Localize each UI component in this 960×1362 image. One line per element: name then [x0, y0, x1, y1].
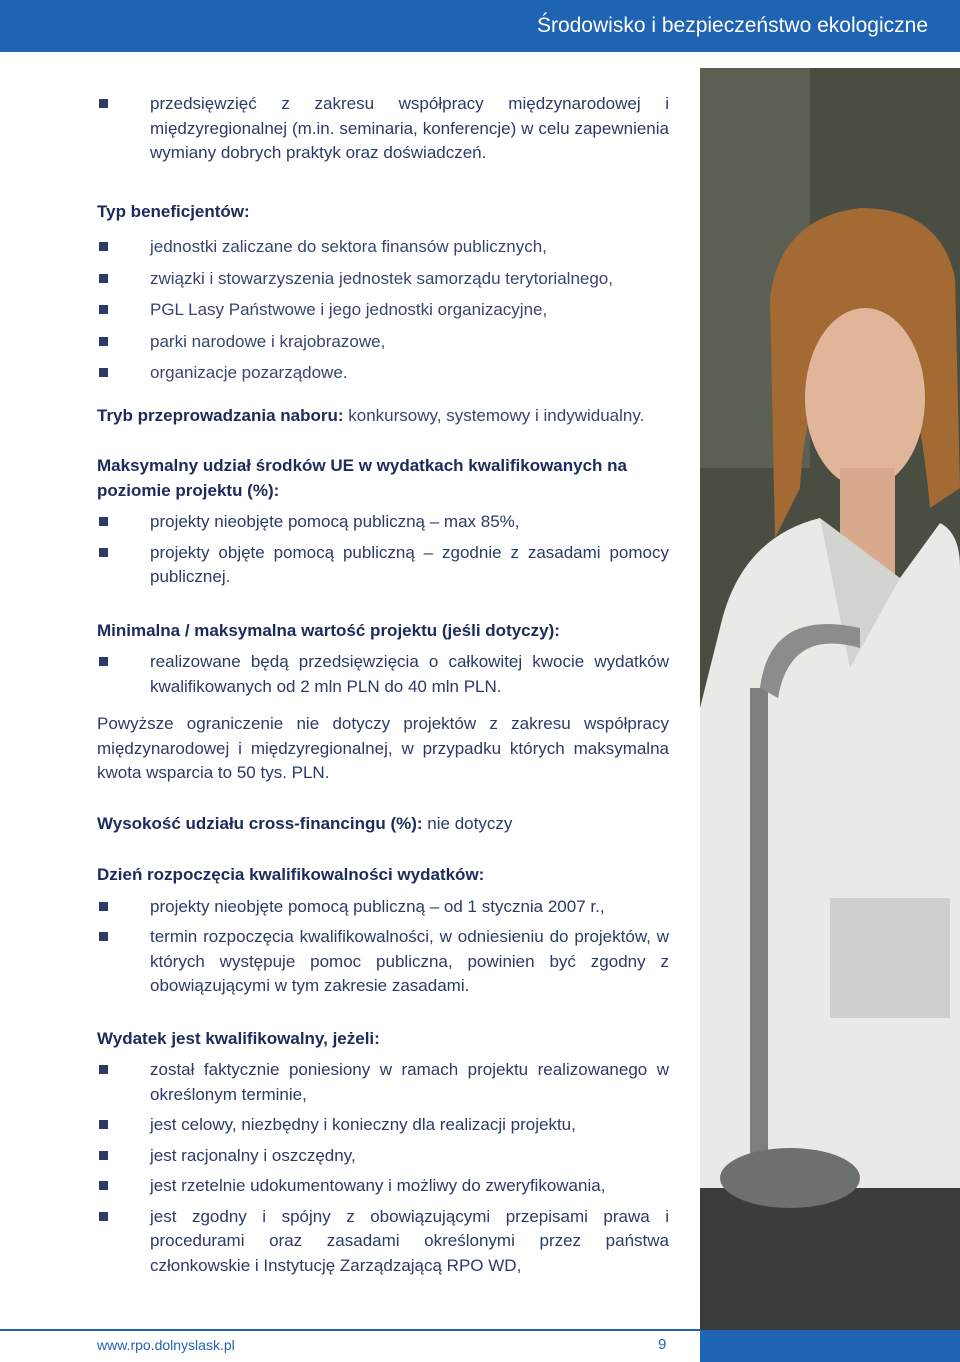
- list-item: jest zgodny i spójny z obowiązującymi przepisami prawa i procedurami oraz zasadami określonymi przez państwa członkowskie i Instytucję Zarządzającą RPO WD,: [97, 1205, 669, 1279]
- eu-share-heading: Maksymalny udział środków UE w wydatkach kwalifikowanych na poziomie projektu (%):: [97, 456, 628, 500]
- list-item: został faktycznie poniesiony w ramach projektu realizowanego w określonym terminie,: [97, 1058, 669, 1107]
- start-date-list: [97, 895, 669, 999]
- square-bullet-icon: [99, 305, 108, 314]
- eu-share-list: [97, 510, 669, 590]
- cross-financing-value: nie dotyczy: [422, 813, 513, 833]
- project-value-note: Powyższe ograniczenie nie dotyczy projektów z zakresu współpracy międzynarodowej i międzyregionalnej, w przypadku których maksymalna kwota wsparcia to 50 tys. PLN.: [97, 714, 669, 782]
- list-item: przedsięwzięć z zakresu współpracy międzynarodowej i międzyregionalnej (m.in. seminaria, konferencje) w celu zapewnienia wymiany dobrych praktyk oraz doświadczeń.: [97, 92, 669, 166]
- start-date-heading: Dzień rozpoczęcia kwalifikowalności wydatków:: [97, 865, 485, 884]
- header-title: Środowisko i bezpieczeństwo ekologiczne: [536, 14, 928, 37]
- list-item: PGL Lasy Państwowe i jego jednostki organizacyjne,: [97, 294, 669, 326]
- page-header: [0, 0, 960, 52]
- intro-list: [97, 92, 669, 166]
- list-item: projekty objęte pomocą publiczną – zgodnie z zasadami pomocy publicznej.: [97, 541, 669, 590]
- beneficiaries-heading: Typ beneficjentów:: [97, 201, 250, 221]
- main-content: [97, 92, 669, 1278]
- square-bullet-icon: [99, 902, 108, 911]
- eligible-list: [97, 1058, 669, 1278]
- list-item: realizowane będą przedsięwzięcia o całkowitej kwocie wydatków kwalifikowanych od 2 mln PLN do 40 mln PLN.: [97, 650, 669, 699]
- lab-photo-illustration: [700, 68, 960, 1330]
- page-number: 9: [658, 1336, 667, 1353]
- list-item: jednostki zaliczane do sektora finansów publicznych,: [97, 231, 669, 263]
- square-bullet-icon: [99, 1181, 108, 1190]
- list-item: projekty nieobjęte pomocą publiczną – od 1 stycznia 2007 r.,: [97, 895, 669, 920]
- recruitment-line: [97, 404, 669, 429]
- list-item: projekty nieobjęte pomocą publiczną – max 85%,: [97, 510, 669, 535]
- footer-bar: [700, 1330, 960, 1362]
- square-bullet-icon: [99, 517, 108, 526]
- square-bullet-icon: [99, 99, 108, 108]
- square-bullet-icon: [99, 274, 108, 283]
- square-bullet-icon: [99, 548, 108, 557]
- square-bullet-icon: [99, 242, 108, 251]
- square-bullet-icon: [99, 1151, 108, 1160]
- square-bullet-icon: [99, 337, 108, 346]
- footer-url-link[interactable]: www.rpo.dolnyslask.pl: [97, 1337, 235, 1353]
- list-item: jest celowy, niezbędny i konieczny dla realizacji projektu,: [97, 1113, 669, 1138]
- recruitment-value: konkursowy, systemowy i indywidualny.: [343, 405, 645, 425]
- project-value-list: [97, 650, 669, 699]
- footer-divider: [0, 1329, 700, 1331]
- square-bullet-icon: [99, 1212, 108, 1221]
- square-bullet-icon: [99, 657, 108, 666]
- eligible-heading: Wydatek jest kwalifikowalny, jeżeli:: [97, 1028, 380, 1048]
- square-bullet-icon: [99, 932, 108, 941]
- square-bullet-icon: [99, 1065, 108, 1074]
- list-item: parki narodowe i krajobrazowe,: [97, 326, 669, 358]
- lab-photo: [700, 68, 960, 1330]
- cross-financing-line: [97, 812, 669, 837]
- recruitment-heading: Tryb przeprowadzania naboru:: [97, 405, 344, 425]
- list-item: organizacje pozarządowe.: [97, 357, 669, 389]
- cross-financing-heading: Wysokość udziału cross-financingu (%):: [97, 813, 423, 833]
- list-item: jest racjonalny i oszczędny,: [97, 1144, 669, 1169]
- square-bullet-icon: [99, 368, 108, 377]
- beneficiaries-list: [97, 231, 669, 389]
- list-item: związki i stowarzyszenia jednostek samorządu terytorialnego,: [97, 263, 669, 295]
- project-value-heading: Minimalna / maksymalna wartość projektu (jeśli dotyczy):: [97, 620, 560, 640]
- list-item: termin rozpoczęcia kwalifikowalności, w odniesieniu do projektów, w których występuje pomoc publiczna, powinien być zgodny z obowiązującymi w tym zakresie zasadami.: [97, 925, 669, 999]
- list-item: jest rzetelnie udokumentowany i możliwy do zweryfikowania,: [97, 1174, 669, 1199]
- square-bullet-icon: [99, 1120, 108, 1129]
